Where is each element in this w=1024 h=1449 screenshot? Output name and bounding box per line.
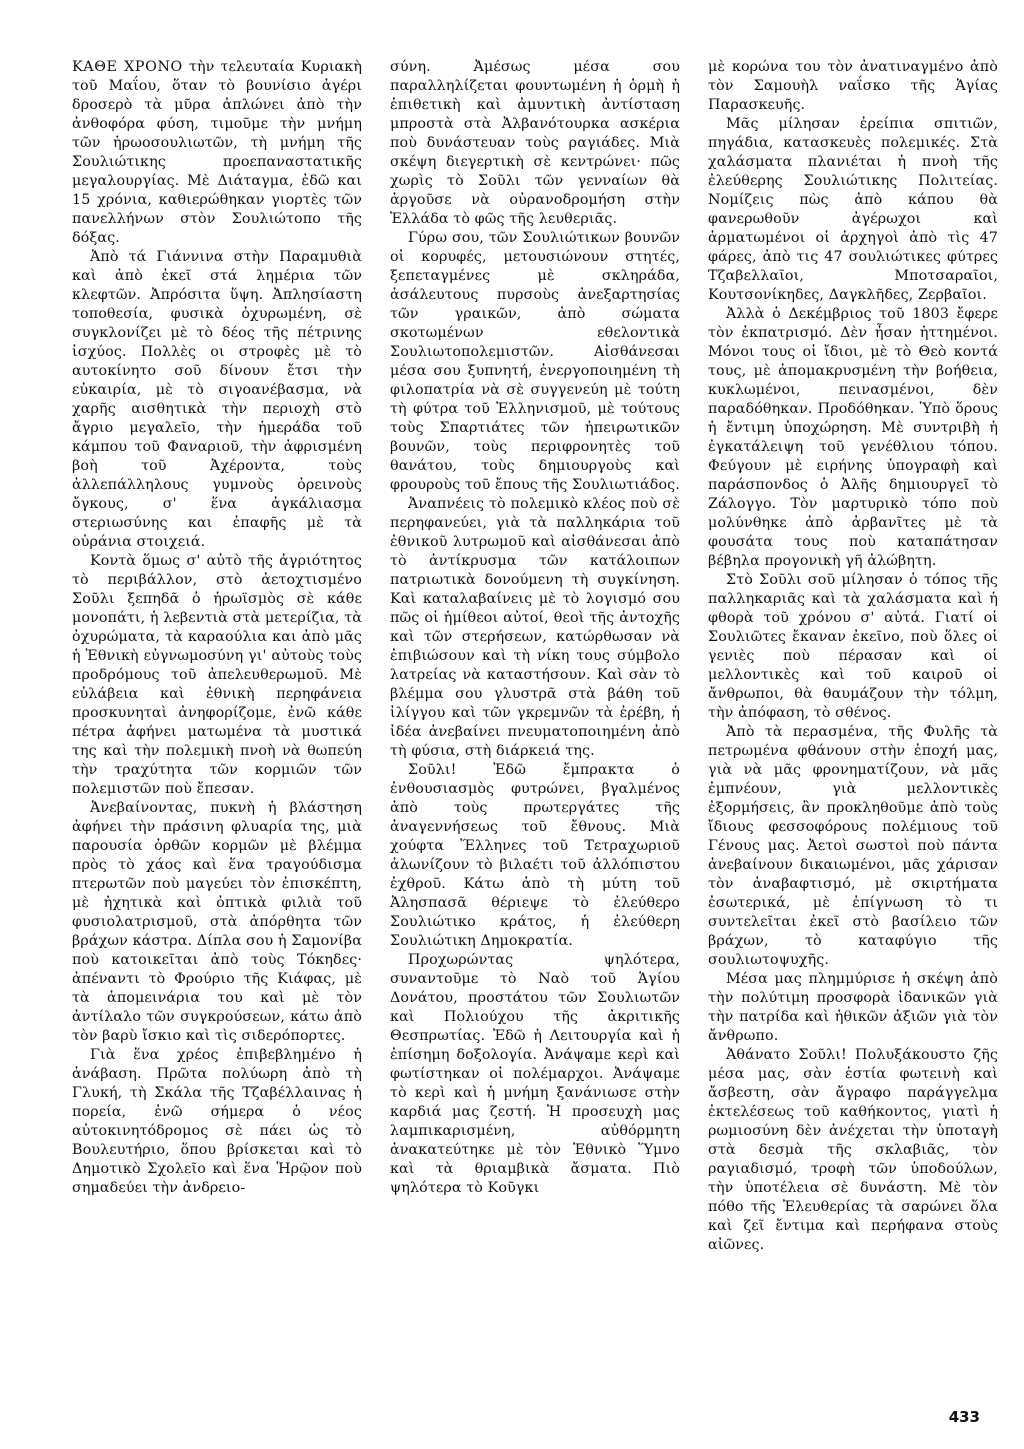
paragraph: Μέσα μας πλημμύρισε ἡ σκέψη ἀπὸ τὴν πολύτιμη προσφορὰ ἰδανικῶν γιὰ τὴν πατρίδα καὶ ἠθικῶν ἀξιῶν γιὰ τὸν ἄνθρωπο. [708, 971, 998, 1044]
paragraph: Ἀπὸ τά Γιάννινα στὴν Παραμυθιὰ καὶ ἀπὸ ἐκεῖ στά λημέρια τῶν κλεφτῶν. Ἀπρόσιτα ὕψη. Ἀπλησίαστη τοποθεσία, φυσικὰ ὀχυρωμένη, σὲ συγκλονίζει μὲ τὸ δέος τῆς πέτρινης ἰσχύος. Πολλὲς οι στροφὲς μὲ τὸ αυτοκίνητο σοῦ δίνουν ἔτσι τὴν εὐκαιρία, μὲ τὸ σιγοανέβασμα, νὰ χαρῆς αισθητικὰ τὴν περιοχὴ στὸ ἄγριο μεγαλεῖο, τὴν ἡμεράδα τοῦ κάμπου τοῦ Φαναριοῦ, τὴν ἀφρισμένη βοὴ τοῦ Ἀχέροντα, τοὺς ἀλλεπάλληλους γυμνοὺς ὀρεινοὺς ὄγκους, σ' ἕνα ἀγκάλιασμα στεριωσύνης και ἐπαφῆς μὲ τὰ οὐράνια στοιχειά. [72, 249, 362, 550]
lead-in: ΚΑΘΕ ΧΡΟΝΟ [72, 59, 183, 75]
paragraph: Προχωρώντας ψηλότερα, συναντοῦμε τὸ Ναὸ τοῦ Ἁγίου Δονάτου, προστάτου τῶν Σουλιωτῶν καὶ Πολιούχου τῆς ἀκριτικῆς Θεσπρωτίας. Ἐδῶ ἡ Λειτουργία καὶ ἡ ἐπίσημη δοξολογία. Ἀνάψαμε κερὶ καὶ φωτίστηκαν οἱ πολέμαρχοι. Ἀνάψαμε τὸ κερὶ καὶ ἡ μνήμη ξανάνιωσε στὴν καρδιά μας ζεστή. Ἡ προσευχὴ μας λαμπικαρισμένη, αὐθόρμητη ἀνακατεύτηκε μὲ τὸν Ἐθνικὸ Ὕμνο καὶ τὰ θριαμβικὰ ἄσματα. Πιὸ ψηλότερα τὸ Κοῦγκι [390, 952, 680, 1196]
paragraph-continued: μὲ κορώνα του τὸν ἀνατιναγμένο ἀπὸ τὸν Σαμουὴλ ναΐσκο τῆς Ἁγίας Παρασκευῆς. [708, 59, 998, 113]
page-number: 433 [948, 1408, 980, 1426]
paragraph: Κοντὰ ὅμως σ' αὐτὸ τῆς ἀγριότητος τὸ περιβάλλον, στὸ ἀετοχτισμένο Σοῦλι ξεπηδᾶ ὁ ἡρωϊσμὸς σὲ κάθε μονοπάτι, ἡ λεβεντιὰ στὰ μετερίζια, τὰ ὀχυρώματα, τὰ καραούλια και ἀπὸ μᾶς ἡ Ἐθνικὴ εὐγνωμοσύνη γι' αὐτοὺς τοὺς προδρόμους τοῦ ἀπελευθερωμοῦ. Μὲ εὐλάβεια καὶ ἐθνικὴ περηφάνεια προσκυνηταὶ ἀνηφορίζομε, ἐνῶ κάθε πέτρα ἀφήνει ματωμένα τὰ μυστικά της καὶ τὴν πολεμικὴ πνοὴ νὰ θωπεύη τὴν τραχύτητα τῶν κορμιῶν τῶν πολεμιστῶν ποὺ ἔπεσαν. [72, 553, 362, 797]
paragraph: Στὸ Σοῦλι σοῦ μίλησαν ὁ τόπος τῆς παλληκαριᾶς καὶ τὰ χαλάσματα καὶ ἡ φθορὰ τοῦ χρόνου σ' αὐτά. Γιατί οἱ Σουλιῶτες ἔκαναν ἐκεῖνο, ποὺ ὅλες οἱ γενιὲς ποὺ πέρασαν καὶ οἱ μελλοντικὲς καὶ τοῦ καιροῦ οἱ ἄνθρωποι, θὰ θαυμάζουν τὴν τόλμη, τὴν ἀπόφαση, τὸ σθένος. [708, 572, 998, 721]
paragraph-text: τὴν τελευταία Κυριακὴ τοῦ Μαΐου, ὅταν τὸ βουνίσιο ἀγέρι δροσερὸ τὰ μῦρα ἁπλώνει ἀπὸ τὴν ἀνθοφόρα φύση, τιμοῦμε τὴν μνήμη τῶν ἡρωοσουλιωτῶν, τὴ μνήμη τῆς Σουλιώτικης προεπαναστατικῆς μεγαλουργίας. Μὲ Διάταγμα, ἐδῶ και 15 χρόνια, καθιερώθηκαν γιορτὲς τῶν πανελλήνων στὸν Σουλιώτοπο τῆς δόξας. [72, 59, 362, 246]
paragraph: Ἀναπνέεις τὸ πολεμικὸ κλέος ποὺ σὲ περηφανεύει, γιὰ τὰ παλληκάρια τοῦ ἐθνικοῦ λυτρωμοῦ καὶ αἰσθάνεσαι ἀπὸ τὸ ἀντίκρυσμα τῶν κατάλοιπων πατριωτικὰ δονούμενη τὴ συγκίνηση. Καὶ καταλαβαίνεις μὲ τὸ λογισμό σου πῶς οἱ ἡμίθεοι αὐτοί, θεοὶ τῆς ἀντοχῆς καὶ τῶν στερήσεων, κατώρθωσαν νὰ ἐπιβιώσουν καὶ τὴ νίκη τους σύμβολο λατρείας νὰ καταστήσουν. Καὶ σὰν τὸ βλέμμα σου γλυστρᾶ στὰ βάθη τοῦ ἰλίγγου καὶ τῶν γκρεμνῶν τὰ ἐρέβη, ἡ ἰδέα ἀνεβαίνει πνευματοποιημένη ἀπὸ τὴ φύσια, στὴ διάρκειά της. [390, 496, 680, 759]
paragraph: Μᾶς μίλησαν ἐρείπια σπιτιῶν, πηγάδια, κατασκευὲς πολεμικές. Στὰ χαλάσματα πλανιέται ἡ πνοὴ τῆς ἐλεύθερης Σουλιώτικης Πολιτείας. Νομίζεις πὼς ἀπὸ κάπου θὰ φανερωθοῦν ἀγέρωχοι καὶ ἁρματωμένοι οἱ ἀρχηγοὶ ἀπὸ τὶς 47 φάρες, ἀπὸ τις 47 σουλιώτικες φύτρες Τζαβελλαῖοι, Μποτσαραῖοι, Κουτσονίκηδες, Δαγκλῆδες, Ζερβαῖοι. [708, 116, 998, 303]
paragraph-continued: σύνη. Ἀμέσως μέσα σου παραλληλίζεται φουντωμένη ἡ ὁρμὴ ἡ ἐπιθετικὴ καὶ ἀμυντικὴ ἀντίσταση μπροστὰ στὰ Ἀλβανότουρκα ασκέρια ποὺ δυνάστευαν τοὺς ραγιάδες. Μιὰ σκέψη διεγερτικὴ σὲ κεντρώνει· πῶς χωρὶς τὸ Σοῦλι τῶν γενναίων θὰ ἀργοῦσε νὰ οὐρανοδρομήση στὴν Ἑλλάδα τὸ φῶς τῆς λευθεριᾶς. [390, 59, 680, 227]
paragraph: Ἀνεβαίνοντας, πυκνὴ ἡ βλάστηση ἀφήνει τὴν πράσινη φλυαρία της, μιὰ παρουσία ὀρθῶν κορμῶν μὲ βλέμμα πρὸς τὸ χάος καὶ ἕνα τραγούδισμα πτερωτῶν ποὺ μαγεύει τὸν ἐπισκέπτη, μὲ ἠχητικὰ καὶ ὀπτικὰ φιλιὰ τοῦ φυσιολατρισμοῦ, στὰ ἀπόρθητα τῶν βράχων κάστρα. Δίπλα σου ἡ Σαμονίβα ποὺ κατοικεῖται ἀπὸ τοὺς Τόκηδες· ἀπέναντι τὸ Φρούριο τῆς Κιάφας, μὲ τὰ ἀπομεινάρια του καὶ μὲ τὸν ἀντίλαλο τῶν συγκρούσεων, κάτω ἀπὸ τὸν βαρὺ ἴσκιο καὶ τὶς σιδερόπορτες. [72, 800, 362, 1044]
paragraph: Σοῦλι! Ἐδῶ ἔμπρακτα ὁ ἐνθουσιασμὸς φυτρώνει, βγαλμένος ἀπὸ τοὺς πρωτεργάτες τῆς ἀναγεννήσεως τοῦ ἔθνους. Μιὰ χούφτα Ἕλληνες τοῦ Τετραχωριοῦ ἀλωνίζουν τὸ βιλαέτι τοῦ ἀλλόπιστου ἐχθροῦ. Κάτω ἀπὸ τὴ μύτη τοῦ Ἀλησπασᾶ θέριεψε τὸ ἐλεύθερο Σουλιώτικο κράτος, ἡ ἐλεύθερη Σουλιώτικη Δημοκρατία. [390, 762, 680, 949]
column-3 [708, 58, 998, 1255]
paragraph: Ἀθάνατο Σοῦλι! Πολυξάκουστο ζῆς μέσα μας, σὰν ἑστία φωτεινὴ καὶ ἄσβεστη, σὰν ἄγραφο παράγγελμα ἐκτελέσεως τοῦ καθήκοντος, γιατὶ ἡ ρωμιοσύνη δὲν ἀνέχεται τὴν ὑποταγὴ στὰ δεσμὰ τῆς σκλαβιᾶς, τὸν ραγιαδισμό, τροφὴ τῶν ὑποδούλων, τὴν ὑποτέλεια σὲ δυνάστη. Μὲ τὸν πόθο τῆς Ἐλευθερίας τὰ σαρώνει ὅλα καὶ ζεῖ ἔντιμα καὶ περήφανα στοὺς αἰῶνες. [708, 1047, 998, 1253]
paragraph: Ἀπὸ τὰ περασμένα, τῆς Φυλῆς τὰ πετρωμένα φθάνουν στὴν ἐποχή μας, γιὰ νὰ μᾶς φρονηματίζουν, νὰ μᾶς ἐμπνέουν, γιὰ μελλοντικὲς ἐξορμήσεις, ἂν προκληθοῦμε ἀπὸ τοὺς ἴδιους φεσσοφόρους πολέμιους τοῦ Γένους μας. Ἀετοὶ σωστοὶ ποὺ πάντα ἀνεβαίνουν δικαιωμένοι, μᾶς χάρισαν τὸν ἀναβαφτισμό, μὲ σκιρτήματα ἐσωτερικά, μὲ ἐπίγνωση τὸ τι συντελεῖται ἐκεῖ στὸ βασίλειο τῶν βράχων, τὸ καταφύγιο τῆς σουλιωτοψυχῆς. [708, 724, 998, 968]
text-columns [72, 58, 998, 1255]
column-1 [72, 58, 362, 1255]
paragraph: Γιὰ ἕνα χρέος ἐπιβεβλημένο ἡ ἀνάβαση. Πρῶτα πολύωρη ἀπὸ τὴ Γλυκή, τὴ Σκάλα τῆς Τζαβέλλαινας ἡ πορεία, ἐνῶ σήμερα ὁ νέος αὐτοκινητόδρομος σὲ πάει ὡς τὸ Βουλευτήριο, ὅπου βρίσκεται καὶ τὸ Δημοτικὸ Σχολεῖο καὶ ἕνα Ἡρῷον ποὺ σημαδεύει τὴν ἀνδρειο- [72, 1047, 362, 1196]
paragraph [72, 58, 362, 248]
paragraph: Γύρω σου, τῶν Σουλιώτικων βουνῶν οἱ κορυφές, μετουσιώνουν στητές, ξεπεταγμένες μὲ σκληράδα, ἀσάλευτους πυρσοὺς ἀνεξαρτησίας τῶν γραικῶν, ἀπὸ σώματα σκοτωμένων εθελοντικὰ Σουλιωτοπολεμιστῶν. Αἰσθάνεσαι μέσα σου ξυπνητή, ἐνεργοποιημένη τὴ φιλοπατρία νὰ σὲ συγγενεύη μὲ τούτη τὴ φύτρα τοῦ Ἑλληνισμοῦ, μὲ τούτους τοὺς Σπαρτιάτες τῶν ἠπειρωτικῶν βουνῶν, τοὺς περιφρονητὲς τοῦ θανάτου, τοὺς δημιουργοὺς καὶ φρουροὺς τοῦ ἔπους τῆς Σουλιωτιάδος. [390, 230, 680, 493]
paragraph: Ἀλλὰ ὁ Δεκέμβριος τοῦ 1803 ἔφερε τὸν ἐκπατρισμό. Δὲν ἦσαν ἡττημένοι. Μόνοι τους οἱ ἴδιοι, μὲ τὸ Θεὸ κοντά τους, μὲ ἀπομακρυσμένη τὴν βοήθεια, κυκλωμένοι, πεινασμένοι, δὲν παραδόθηκαν. Προδόθηκαν. Ὑπὸ ὅρους ἡ ἔντιμη ὑποχώρηση. Μὲ συντριβὴ ἡ ἐγκατάλειψη τοῦ γενέθλιου τόπου. Φεύγουν μὲ ειρήνης ὑπογραφὴ καὶ παράσπονδος ὁ Ἀλῆς δημιουργεῖ τὸ Ζάλογγο. Τὸν μαρτυρικὸ τόπο ποὺ μολύνθηκε ἀπὸ ἀρβανῖτες μὲ τὰ φουσάτα τους ποὺ καταπάτησαν βέβηλα προγονικὴ γῆ ἀλώβητη. [708, 306, 998, 569]
column-2 [390, 58, 680, 1255]
